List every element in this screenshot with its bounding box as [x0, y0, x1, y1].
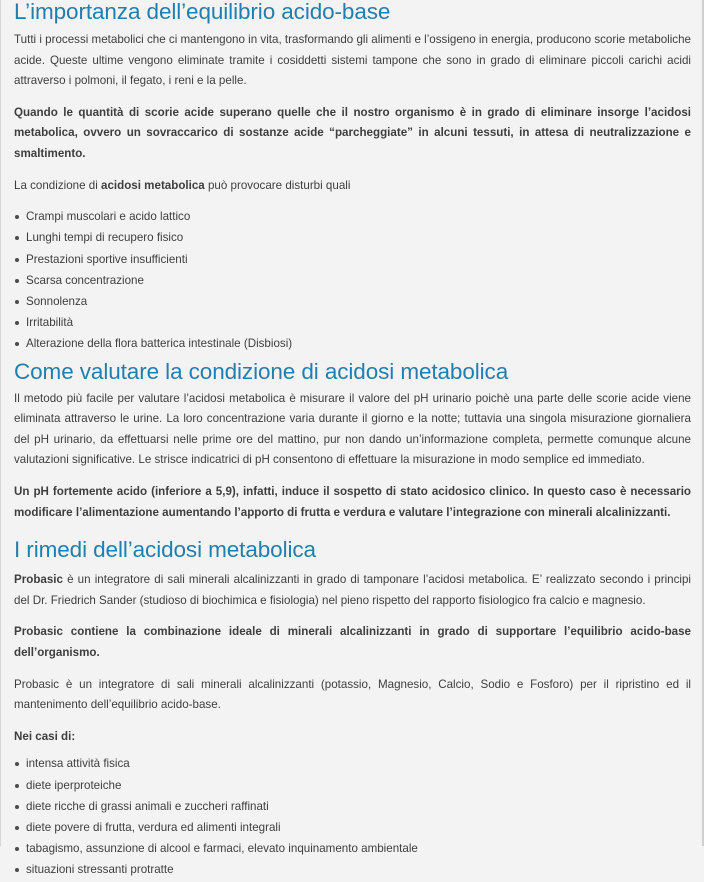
- list-item: Scarsa concentrazione: [14, 270, 691, 291]
- metabolic-acidosis-paragraph: Quando le quantità di scorie acide superano quelle che il nostro organismo è in grado di eliminare insorge l’acidosi metabolica, ovvero un sovraccarico di sostanze acide “parcheggiate” in alcuni tessuti, in attesa di neutralizzazione e smaltimento.: [14, 105, 691, 160]
- list-item: Prestazioni sportive insufficienti: [14, 249, 691, 270]
- cases-heading: Nei casi di:: [14, 729, 76, 743]
- ph-measurement-paragraph: Il metodo più facile per valutare l’acidosi metabolica è misurare il valore del pH urinario poichè una parte delle scorie acide viene eliminata attraverso le urine. La loro concentrazione varia durante il giorno e la notte; tuttavia una singola misurazione giornaliera del pH urinario, da effettuarsi nelle prime ore del mattino, pur non dando un’informazione completa, permette comunque alcune valutazioni significative. Le strisce indicatrici di pH consentono di effettuare la misurazione in modo semplice ed immediato.: [14, 391, 691, 467]
- list-item: diete ricche di grassi animali e zuccheri raffinati: [14, 796, 691, 817]
- list-item: Sonnolenza: [14, 291, 691, 312]
- list-item: Irritabilità: [14, 312, 691, 333]
- heading-acid-base-balance: L’importanza dell’equilibrio acido-base: [14, 0, 391, 24]
- list-item: situazioni stressanti protratte: [14, 859, 691, 880]
- symptoms-list: [14, 206, 691, 354]
- symptoms-intro-text-end: può provocare disturbi quali: [204, 178, 351, 192]
- probasic-name: Probasic: [14, 573, 63, 587]
- symptoms-intro-bold: acidosi metabolica: [101, 178, 205, 192]
- cases-list: [14, 753, 691, 880]
- list-item: diete iperproteiche: [14, 775, 691, 796]
- list-item: tabagismo, assunzione di alcool e farmaci, elevato inquinamento ambientale: [14, 838, 691, 859]
- section-acid-base-balance: [14, 0, 691, 355]
- symptoms-intro-paragraph: [14, 176, 691, 197]
- heading-remedies: I rimedi dell’acidosi metabolica: [14, 537, 316, 563]
- heading-evaluation: Come valutare la condizione di acidosi metabolica: [14, 358, 509, 384]
- probasic-intro-text: è un integratore di sali minerali alcalinizzanti in grado di tamponare l’acidosi metabolica. E’ realizzato secondo i principi del Dr. Friedrich Sander (studioso di biochimica e fisiologia) nel pieno rispetto del rapporto fisiologico fra calcio e magnesio.: [14, 573, 691, 607]
- ph-acid-paragraph: Un pH fortemente acido (inferiore a 5,9), infatti, induce il sospetto di stato acidosico clinico. In questo caso è necessario modificare l’alimentazione aumentando l’apporto di frutta e verdura e valutare l’integrazione con minerali alcalinizzanti.: [14, 484, 691, 519]
- list-item: diete povere di frutta, verdura ed alimenti integrali: [14, 817, 691, 838]
- symptoms-intro-text: La condizione di: [14, 178, 102, 192]
- intro-paragraph: Tutti i processi metabolici che ci mantengono in vita, trasformando gli alimenti e l’ossigeno in energia, producono scorie metaboliche acide. Queste ultime vengono eliminate tramite i cosiddetti sistemi tampone che sono in grado di eliminare piccoli carichi acidi attraverso i polmoni, il fegato, i reni e la pelle.: [14, 33, 691, 88]
- list-item: Alterazione della flora batterica intestinale (Disbiosi): [14, 333, 691, 354]
- probasic-combination-paragraph: Probasic contiene la combinazione ideale di minerali alcalinizzanti in grado di supportare l’equilibrio acido-base dell’organismo.: [14, 625, 691, 659]
- list-item: Crampi muscolari e acido lattico: [14, 206, 691, 227]
- section-evaluation: [14, 359, 691, 524]
- list-item: intensa attività fisica: [14, 753, 691, 774]
- section-remedies: [14, 537, 691, 880]
- probasic-minerals-paragraph: Probasic è un integratore di sali minerali alcalinizzanti (potassio, Magnesio, Calcio, Sodio e Fosforo) per il ripristino ed il mantenimento dell’equilibrio acido-base.: [14, 677, 691, 712]
- probasic-intro-paragraph: [14, 570, 691, 611]
- list-item: Lunghi tempi di recupero fisico: [14, 227, 691, 248]
